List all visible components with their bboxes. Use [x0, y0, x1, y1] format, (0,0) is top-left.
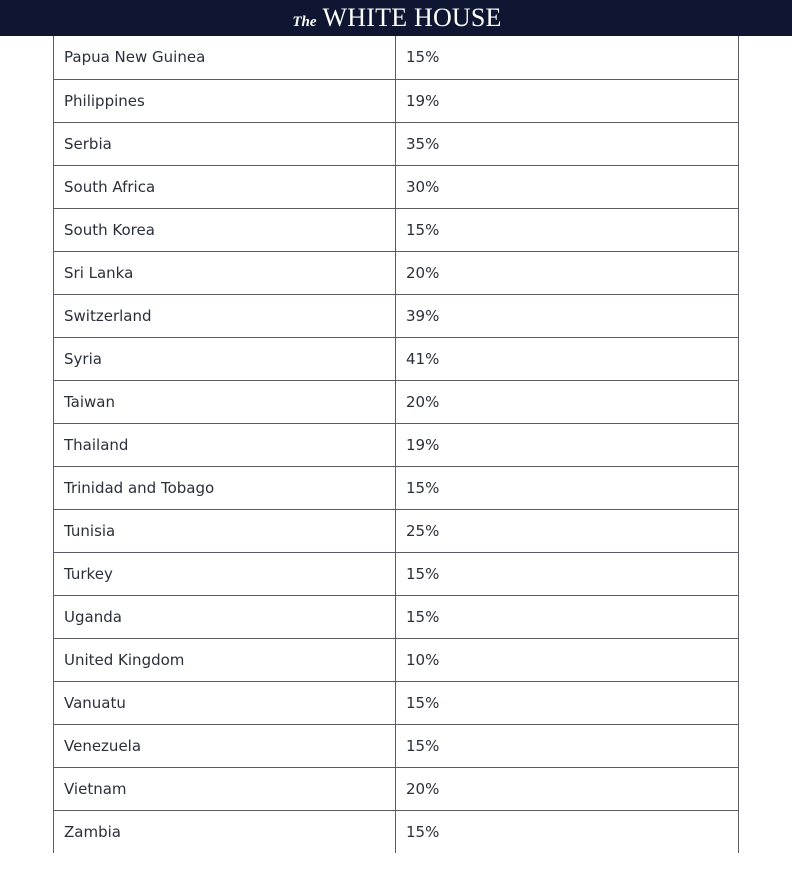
- rate-cell: 15%: [396, 208, 739, 251]
- white-house-logo[interactable]: [292, 5, 501, 31]
- country-cell: United Kingdom: [54, 638, 396, 681]
- logo-prefix: The: [292, 14, 317, 30]
- table-row: [54, 509, 739, 552]
- table-row: [54, 595, 739, 638]
- country-cell: Tunisia: [54, 509, 396, 552]
- table-row: [54, 724, 739, 767]
- table-row: [54, 552, 739, 595]
- table-body: [54, 36, 739, 853]
- tariff-rate-table: [53, 36, 739, 853]
- country-cell: South Africa: [54, 165, 396, 208]
- table-row: [54, 638, 739, 681]
- rate-cell: 20%: [396, 767, 739, 810]
- table-row: [54, 36, 739, 79]
- country-cell: Serbia: [54, 122, 396, 165]
- country-cell: Switzerland: [54, 294, 396, 337]
- rate-cell: 25%: [396, 509, 739, 552]
- table-row: [54, 810, 739, 853]
- rate-cell: 19%: [396, 423, 739, 466]
- rate-cell: 35%: [396, 122, 739, 165]
- table-row: [54, 79, 739, 122]
- rate-cell: 20%: [396, 251, 739, 294]
- country-cell: Turkey: [54, 552, 396, 595]
- rate-cell: 15%: [396, 36, 739, 79]
- rate-cell: 15%: [396, 724, 739, 767]
- country-cell: South Korea: [54, 208, 396, 251]
- rate-cell: 15%: [396, 810, 739, 853]
- table-row: [54, 466, 739, 509]
- site-header: [0, 0, 792, 36]
- rate-cell: 10%: [396, 638, 739, 681]
- table-row: [54, 380, 739, 423]
- table-row: [54, 337, 739, 380]
- country-cell: Syria: [54, 337, 396, 380]
- table-row: [54, 122, 739, 165]
- country-cell: Uganda: [54, 595, 396, 638]
- logo-text: WHITE HOUSE: [322, 3, 502, 32]
- rate-cell: 20%: [396, 380, 739, 423]
- rate-cell: 15%: [396, 681, 739, 724]
- tariff-table-container: [53, 36, 738, 853]
- table-row: [54, 294, 739, 337]
- country-cell: Papua New Guinea: [54, 36, 396, 79]
- rate-cell: 19%: [396, 79, 739, 122]
- rate-cell: 15%: [396, 552, 739, 595]
- rate-cell: 41%: [396, 337, 739, 380]
- table-row: [54, 251, 739, 294]
- table-row: [54, 767, 739, 810]
- table-row: [54, 165, 739, 208]
- rate-cell: 15%: [396, 595, 739, 638]
- rate-cell: 30%: [396, 165, 739, 208]
- table-row: [54, 681, 739, 724]
- country-cell: Thailand: [54, 423, 396, 466]
- table-row: [54, 208, 739, 251]
- rate-cell: 15%: [396, 466, 739, 509]
- country-cell: Taiwan: [54, 380, 396, 423]
- country-cell: Vietnam: [54, 767, 396, 810]
- country-cell: Vanuatu: [54, 681, 396, 724]
- country-cell: Venezuela: [54, 724, 396, 767]
- country-cell: Zambia: [54, 810, 396, 853]
- country-cell: Philippines: [54, 79, 396, 122]
- rate-cell: 39%: [396, 294, 739, 337]
- table-row: [54, 423, 739, 466]
- country-cell: Sri Lanka: [54, 251, 396, 294]
- country-cell: Trinidad and Tobago: [54, 466, 396, 509]
